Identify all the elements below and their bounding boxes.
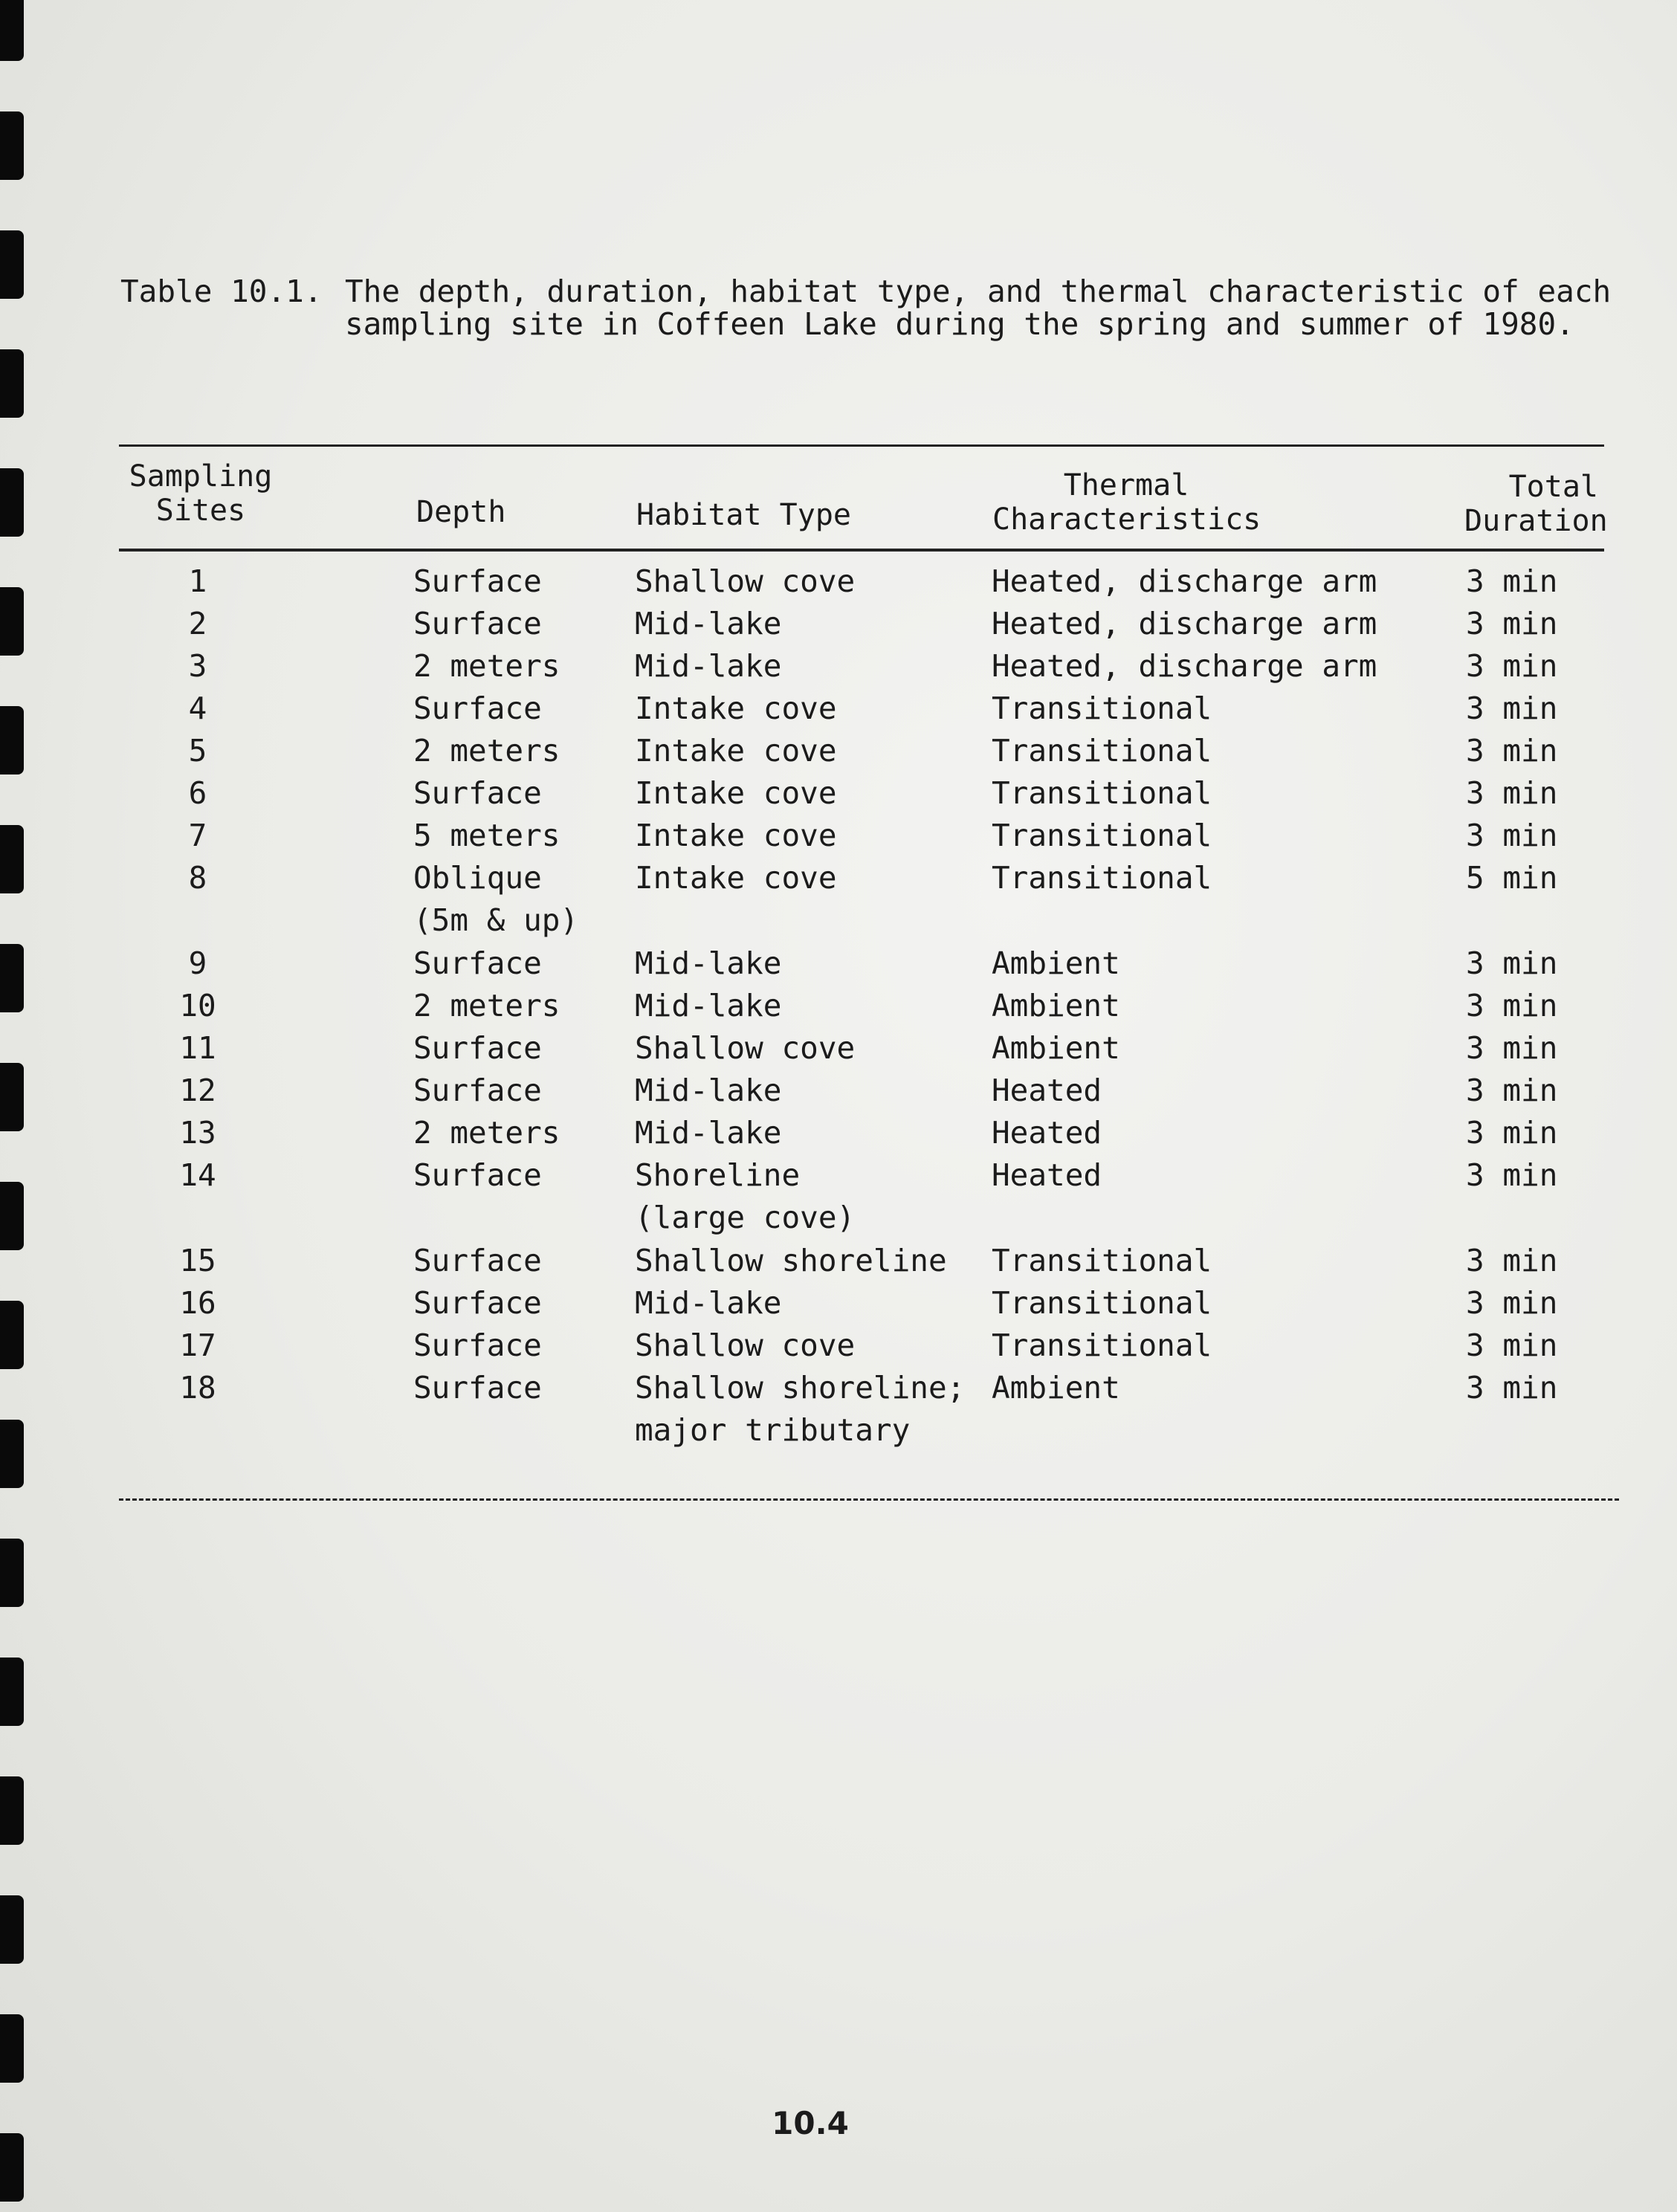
cell-habitat xyxy=(635,1367,965,1452)
cell-line: Surface xyxy=(413,1370,542,1406)
cell-duration: 3 min xyxy=(1466,1327,1558,1363)
column-header-line: Thermal xyxy=(1063,468,1189,502)
cell-line: 5 meters xyxy=(413,818,560,853)
cell-line: Mid-lake xyxy=(635,988,782,1023)
cell-habitat xyxy=(635,857,837,899)
cell-depth xyxy=(413,1325,542,1367)
cell-line: Surface xyxy=(413,1243,542,1278)
cell-site: 13 xyxy=(179,1115,216,1151)
cell-duration: 3 min xyxy=(1466,648,1558,684)
cell-duration: 3 min xyxy=(1466,563,1558,599)
cell-thermal: Transitional xyxy=(992,818,1212,853)
cell-duration: 3 min xyxy=(1466,1115,1558,1151)
cell-thermal: Transitional xyxy=(992,1327,1212,1363)
cell-site: 10 xyxy=(179,988,216,1023)
cell-depth xyxy=(413,603,542,645)
cell-thermal: Ambient xyxy=(992,1030,1120,1066)
cell-line: major tributary xyxy=(635,1412,911,1448)
table-caption-text: The depth, duration, habitat type, and thermal characteristic of each sampling site in Coffeen Lake during the spring and summer of 1980. xyxy=(345,274,1612,342)
cell-duration: 3 min xyxy=(1466,606,1558,641)
cell-line: Intake cove xyxy=(635,733,837,769)
cell-line: Surface xyxy=(413,1327,542,1363)
cell-habitat xyxy=(635,1240,947,1282)
cell-thermal: Ambient xyxy=(992,945,1120,981)
cell-site: 17 xyxy=(179,1327,216,1363)
cell-line: Intake cove xyxy=(635,818,837,853)
cell-line: (5m & up) xyxy=(413,902,579,938)
cell-depth xyxy=(413,1282,542,1325)
cell-thermal: Ambient xyxy=(992,1370,1120,1406)
cell-thermal: Transitional xyxy=(992,1243,1212,1278)
cell-depth xyxy=(413,772,542,815)
cell-habitat xyxy=(635,603,781,645)
cell-thermal: Heated xyxy=(992,1157,1102,1193)
cell-habitat xyxy=(635,1282,781,1325)
cell-line: Shallow shoreline; xyxy=(635,1370,966,1406)
cell-duration: 5 min xyxy=(1466,860,1558,896)
cell-duration: 3 min xyxy=(1466,1073,1558,1108)
cell-line: 2 meters xyxy=(413,648,560,684)
cell-depth xyxy=(413,730,560,772)
cell-depth xyxy=(413,1154,542,1197)
cell-habitat xyxy=(635,985,781,1027)
cell-duration: 3 min xyxy=(1466,988,1558,1023)
cell-line: Intake cove xyxy=(635,775,837,811)
cell-line: Surface xyxy=(413,563,542,599)
cell-thermal: Transitional xyxy=(992,733,1212,769)
cell-site: 7 xyxy=(188,818,207,853)
column-header-line: Total xyxy=(1508,470,1598,504)
cell-thermal: Transitional xyxy=(992,691,1212,726)
cell-duration: 3 min xyxy=(1466,1030,1558,1066)
cell-thermal: Heated, discharge arm xyxy=(992,563,1377,599)
cell-line: Mid-lake xyxy=(635,1285,782,1321)
cell-duration: 3 min xyxy=(1466,775,1558,811)
cell-depth xyxy=(413,942,542,985)
cell-site: 15 xyxy=(179,1243,216,1278)
cell-thermal: Heated, discharge arm xyxy=(992,648,1377,684)
cell-site: 14 xyxy=(179,1157,216,1193)
cell-line: Surface xyxy=(413,775,542,811)
cell-thermal: Transitional xyxy=(992,860,1212,896)
cell-habitat xyxy=(635,772,837,815)
cell-site: 6 xyxy=(188,775,207,811)
cell-thermal: Ambient xyxy=(992,988,1120,1023)
cell-depth xyxy=(413,1367,542,1409)
column-header-line: Sampling xyxy=(129,459,273,494)
cell-line: 2 meters xyxy=(413,733,560,769)
cell-habitat xyxy=(635,1112,781,1154)
cell-habitat xyxy=(635,645,781,688)
cell-site: 2 xyxy=(188,606,207,641)
cell-depth xyxy=(413,560,542,603)
cell-habitat xyxy=(635,1154,855,1239)
cell-line: Surface xyxy=(413,1073,542,1108)
cell-line: Surface xyxy=(413,606,542,641)
column-header-line: Depth xyxy=(416,495,506,529)
cell-line: 2 meters xyxy=(413,988,560,1023)
cell-line: Surface xyxy=(413,945,542,981)
cell-line: (large cove) xyxy=(635,1200,856,1235)
cell-site: 9 xyxy=(188,945,207,981)
cell-thermal: Heated xyxy=(992,1073,1102,1108)
cell-depth xyxy=(413,857,578,942)
cell-habitat xyxy=(635,730,837,772)
cell-habitat xyxy=(635,560,855,603)
cell-duration: 3 min xyxy=(1466,818,1558,853)
cell-line: Mid-lake xyxy=(635,606,782,641)
cell-line: Surface xyxy=(413,691,542,726)
cell-duration: 3 min xyxy=(1466,691,1558,726)
cell-habitat xyxy=(635,1070,781,1112)
cell-line: Intake cove xyxy=(635,860,837,896)
cell-line: Shallow cove xyxy=(635,1030,856,1066)
cell-duration: 3 min xyxy=(1466,1285,1558,1321)
cell-habitat xyxy=(635,1027,855,1070)
cell-line: Mid-lake xyxy=(635,1073,782,1108)
cell-depth xyxy=(413,688,542,730)
table-bottom-rule xyxy=(119,1498,1619,1501)
cell-depth xyxy=(413,1240,542,1282)
cell-line: Surface xyxy=(413,1030,542,1066)
cell-depth xyxy=(413,815,560,857)
cell-habitat xyxy=(635,815,837,857)
cell-line: Surface xyxy=(413,1157,542,1193)
page-number: 10.4 xyxy=(772,2105,849,2141)
cell-depth xyxy=(413,1027,542,1070)
cell-site: 1 xyxy=(188,563,207,599)
cell-depth xyxy=(413,1070,542,1112)
cell-line: Mid-lake xyxy=(635,945,782,981)
cell-duration: 3 min xyxy=(1466,1243,1558,1278)
cell-site: 5 xyxy=(188,733,207,769)
cell-line: Mid-lake xyxy=(635,648,782,684)
cell-site: 4 xyxy=(188,691,207,726)
cell-habitat xyxy=(635,1325,855,1367)
cell-line: Oblique xyxy=(413,860,542,896)
cell-depth xyxy=(413,645,560,688)
cell-site: 18 xyxy=(179,1370,216,1406)
cell-site: 16 xyxy=(179,1285,216,1321)
cell-line: Shallow cove xyxy=(635,563,856,599)
cell-line: Intake cove xyxy=(635,691,837,726)
cell-habitat xyxy=(635,942,781,985)
column-header-line: Characteristics xyxy=(992,502,1261,537)
cell-site: 8 xyxy=(188,860,207,896)
cell-thermal: Heated xyxy=(992,1115,1102,1151)
cell-thermal: Transitional xyxy=(992,1285,1212,1321)
cell-duration: 3 min xyxy=(1466,733,1558,769)
cell-habitat xyxy=(635,688,837,730)
cell-duration: 3 min xyxy=(1466,1370,1558,1406)
table-caption-label: Table 10.1. xyxy=(120,274,323,309)
cell-site: 3 xyxy=(188,648,207,684)
cell-line: 2 meters xyxy=(413,1115,560,1151)
cell-line: Mid-lake xyxy=(635,1115,782,1151)
cell-duration: 3 min xyxy=(1466,945,1558,981)
cell-line: Shallow shoreline xyxy=(635,1243,947,1278)
column-header-line: Duration xyxy=(1464,504,1608,538)
cell-site: 12 xyxy=(179,1073,216,1108)
cell-thermal: Transitional xyxy=(992,775,1212,811)
cell-site: 11 xyxy=(179,1030,216,1066)
cell-depth xyxy=(413,985,560,1027)
column-header-line: Habitat Type xyxy=(636,498,851,532)
cell-duration: 3 min xyxy=(1466,1157,1558,1193)
cell-line: Shoreline xyxy=(635,1157,801,1193)
cell-thermal: Heated, discharge arm xyxy=(992,606,1377,641)
cell-line: Surface xyxy=(413,1285,542,1321)
cell-depth xyxy=(413,1112,560,1154)
cell-line: Shallow cove xyxy=(635,1327,856,1363)
column-header-line: Sites xyxy=(155,494,246,528)
